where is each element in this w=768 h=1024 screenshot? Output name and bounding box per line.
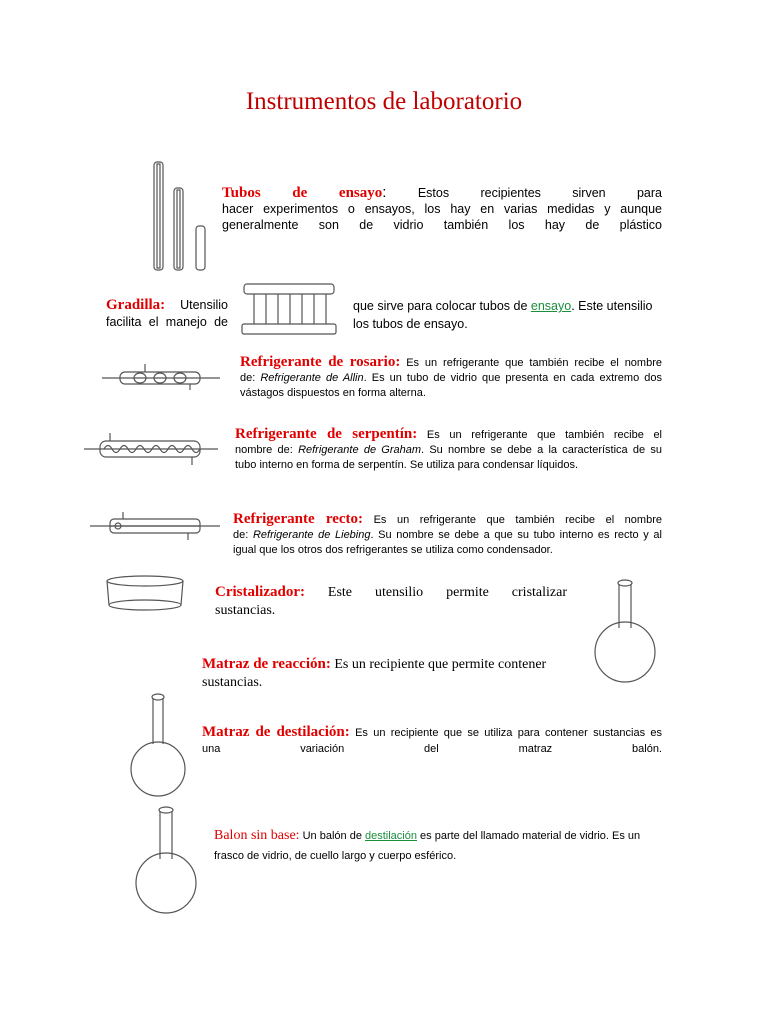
cristalizador-section: Cristalizador: Este utensilio permite cristalizar sustancias. [215,584,567,618]
tubos-heading: Tubos de ensayo [222,185,383,201]
balloon-flask-illustration [130,805,202,915]
rosario-section: Refrigerante de rosario: Es un refrigerante que también recibe el nombre de: Refrigerante de Allin. Es un tubo de vidrio que presenta en cada extremo dos vástagos dispuestos en forma alterna. [240,354,662,399]
test-tube-rack-illustration [240,280,340,338]
recto-heading: Refrigerante recto: [233,511,364,527]
cristalizador-heading: Cristalizador: [215,584,305,600]
gradilla-heading: Gradilla: [106,297,166,313]
round-flask-illustration [590,578,660,688]
serpentine-condenser-illustration [82,430,222,468]
ensayo-link[interactable]: ensayo [530,299,572,313]
reaccion-section: Matraz de reacción: Es un recipiente que permite contener sustancias. [202,656,547,690]
straight-condenser-illustration [88,510,223,542]
page-title: Instrumentos de laboratorio [245,88,523,115]
distillation-flask-illustration [128,692,188,804]
recto-section: Refrigerante recto: Es un refrigerante que también recibe el nombre de: Refrigerante de Liebing. Su nombre se debe a que su tubo interno es recto y al igual que los otros dos refrigerantes se utiliza como condensador. [233,511,662,556]
rosario-heading: Refrigerante de rosario: [240,354,401,370]
destilacion-section: Matraz de destilación: Es un recipiente que se utiliza para contener sustancias es una variación del matraz balón. [202,724,662,755]
tubos-text: Estos recipientes sirven para [417,186,662,200]
gradilla-left-text: Gradilla: Utensilio facilita el manejo de [106,297,228,329]
serpentin-heading: Refrigerante de serpentín: [235,426,418,442]
crystallizer-dish-illustration [104,573,186,613]
tubos-section: Tubos de ensayo: Estos recipientes sirven para hacer experimentos o ensayos, los hay en varias medidas y aunque generalmente son de vidrio también los hay de plástico [222,184,662,232]
reaccion-heading: Matraz de reacción: [202,656,331,672]
balon-heading: Balon sin base [214,828,296,843]
balon-section: Balon sin base: Un balón de destilación es parte del llamado material de vidrio. Es un frasco de vidrio, de cuello largo y cuerpo esférico. [214,828,641,862]
serpentin-section: Refrigerante de serpentín: Es un refrigerante que también recibe el nombre de: Refrigerante de Graham. Su nombre se debe a la característica de su tubo interno en forma de serpentín. Se utiliza para condensar líquidos. [235,426,663,471]
rosario-condenser-illustration [100,362,225,392]
destilacion-heading: Matraz de destilación: [202,724,350,740]
test-tubes-illustration [150,160,210,275]
gradilla-right-text: que sirve para colocar tubos de ensayo. Este utensilio los tubos de ensayo. [353,299,653,331]
destilacion-link[interactable]: destilación [365,830,417,842]
